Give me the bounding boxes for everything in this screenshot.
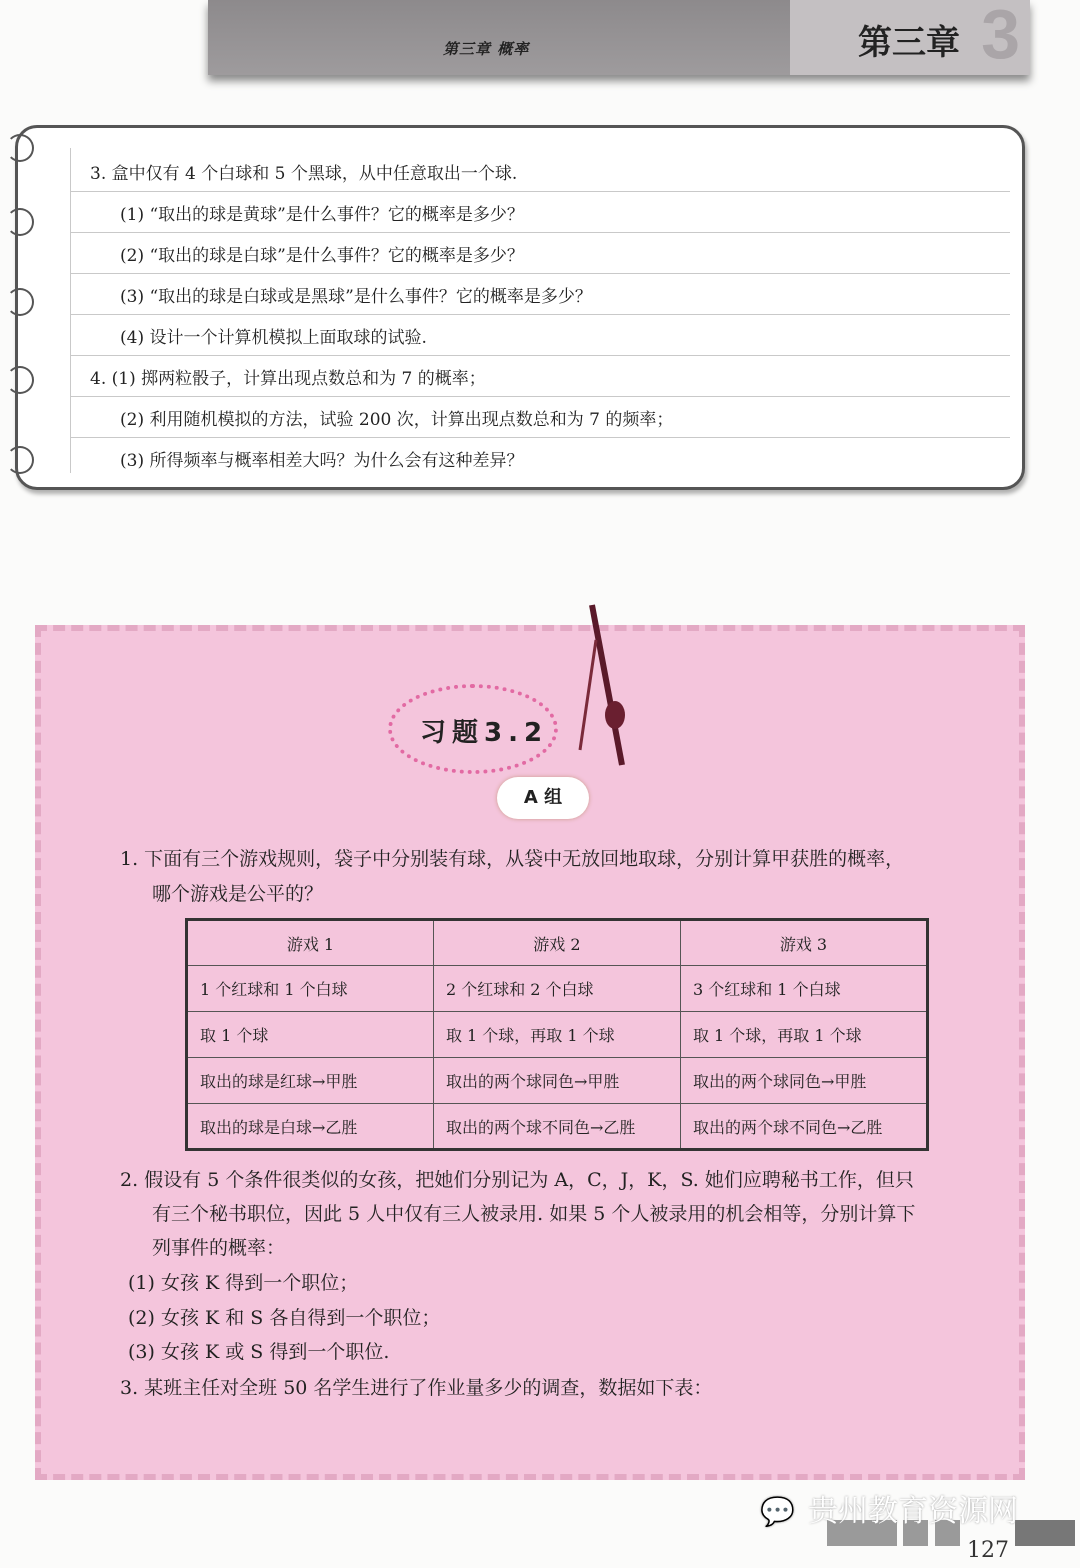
group-label: A 组	[497, 777, 589, 819]
table-row	[187, 1104, 928, 1150]
question-2-line: 2. 假设有 5 个条件很类似的女孩，把她们分别记为 A，C，J，K，S. 她们应聘秘书工作，但只	[120, 1169, 914, 1191]
ring-icon	[6, 208, 34, 236]
pen-icon	[560, 600, 630, 770]
ring-icon	[6, 366, 34, 394]
table-cell: 1 个红球和 1 个白球	[187, 966, 434, 1012]
chapter-title: 第三章 概率	[443, 40, 530, 58]
page-number: 127	[967, 1538, 1009, 1563]
ring-icon	[6, 288, 34, 316]
table-cell: 取 1 个球，再取 1 个球	[680, 1012, 927, 1058]
table-cell: 2 个红球和 2 个白球	[433, 966, 680, 1012]
chapter-number: 3	[981, 0, 1020, 73]
table-cell: 游戏 2	[433, 920, 680, 966]
exercise-line: (2) “取出的球是白球”是什么事件？它的概率是多少？	[70, 233, 1010, 274]
watermark: 贵州教育资源网	[808, 1494, 1018, 1529]
exercise-line: (3) 所得频率与概率相差大吗？为什么会有这种差异？	[120, 451, 524, 471]
table-cell: 取出的两个球不同色→乙胜	[433, 1104, 680, 1150]
table-cell: 取出的两个球同色→甲胜	[433, 1058, 680, 1104]
notebook-box	[15, 125, 1025, 490]
exercise-line: (2) 利用随机模拟的方法，试验 200 次，计算出现点数总和为 7 的频率；	[70, 397, 1010, 438]
table-cell: 取出的球是白球→乙胜	[187, 1104, 434, 1150]
question-1-line: 1. 下面有三个游戏规则，袋子中分别装有球，从袋中无放回地取球，分别计算甲获胜的概率，	[120, 848, 905, 870]
question-3-line: 3. 某班主任对全班 50 名学生进行了作业量多少的调查，数据如下表：	[120, 1377, 713, 1399]
table-row	[187, 920, 928, 966]
footer-bar	[1015, 1520, 1075, 1546]
exercise-line: (3) “取出的球是白球或是黑球”是什么事件？它的概率是多少？	[70, 274, 1010, 315]
games-table	[185, 918, 929, 1151]
question-2-line: 有三个秘书职位，因此 5 人中仅有三人被录用. 如果 5 个人被录用的机会相等，分别计算下	[152, 1203, 916, 1225]
table-cell: 游戏 3	[680, 920, 927, 966]
exercise-line: (1) “取出的球是黄球”是什么事件？它的概率是多少？	[70, 192, 1010, 233]
table-cell: 取出的两个球同色→甲胜	[680, 1058, 927, 1104]
table-row	[187, 1058, 928, 1104]
question-2-line: 列事件的概率：	[152, 1237, 286, 1259]
wechat-icon: 💬	[760, 1495, 795, 1528]
exercise-line: 4. (1) 掷两粒骰子，计算出现点数总和为 7 的概率；	[70, 356, 1010, 397]
table-row	[187, 966, 928, 1012]
chapter-header	[208, 0, 1030, 75]
chapter-tab-label: 第三章	[858, 23, 960, 63]
table-cell: 取 1 个球	[187, 1012, 434, 1058]
table-cell: 取出的两个球不同色→乙胜	[680, 1104, 927, 1150]
ring-icon	[6, 446, 34, 474]
exercise-line: 3. 盒中仅有 4 个白球和 5 个黑球，从中任意取出一个球.	[70, 151, 1010, 192]
table-cell: 取出的球是红球→甲胜	[187, 1058, 434, 1104]
table-cell: 游戏 1	[187, 920, 434, 966]
table-cell: 取 1 个球，再取 1 个球	[433, 1012, 680, 1058]
table-cell: 3 个红球和 1 个白球	[680, 966, 927, 1012]
question-1-line: 哪个游戏是公平的？	[152, 883, 324, 905]
question-2-part: (1) 女孩 K 得到一个职位；	[128, 1272, 359, 1294]
question-2-part: (2) 女孩 K 和 S 各自得到一个职位；	[128, 1307, 441, 1329]
question-2-part: (3) 女孩 K 或 S 得到一个职位.	[128, 1341, 390, 1363]
table-row	[187, 1012, 928, 1058]
ring-icon	[6, 134, 34, 162]
exercise-line: (4) 设计一个计算机模拟上面取球的试验.	[70, 315, 1010, 356]
exercise-title: 习题3.2	[420, 718, 549, 748]
